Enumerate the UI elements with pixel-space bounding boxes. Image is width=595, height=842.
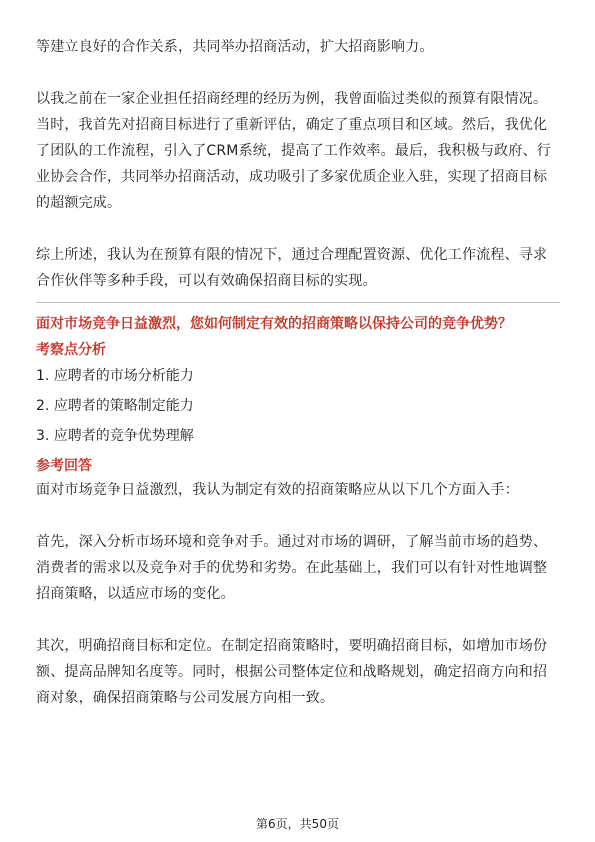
analysis-title: 考察点分析	[36, 342, 106, 358]
answer-intro: 面对市场竞争日益激烈，我认为制定有效的招商策略应从以下几个方面入手：	[36, 482, 519, 498]
document-page	[36, 0, 560, 711]
page-number-footer: 第6页，共50页	[256, 817, 339, 831]
paragraph-experience: 以我之前在一家企业担任招商经理的经历为例，我曾面临过类似的预算有限情况。当时，我首先对招商目标进行了重新评估，确定了重点项目和区域。然后，我优化了团队的工作流程，引入了CRM系统，提高了工作效率。最后，我积极与政府、行业协会合作，共同举办招商活动，成功吸引了多家优质企业入驻，实现了招商目标的超额完成。	[36, 91, 551, 211]
answer-paragraph-2: 其次，明确招商目标和定位。在制定招商策略时，要明确招商目标，如增加市场份额、提高品牌知名度等。同时，根据公司整体定位和战略规划，确定招商方向和招商对象，确保招商策略与公司发展方向相一致。	[36, 638, 548, 706]
answer-paragraph-1: 首先，深入分析市场环境和竞争对手。通过对市场的调研，了解当前市场的趋势、消费者的需求以及竞争对手的优势和劣势。在此基础上，我们可以有针对性地调整招商策略，以适应市场的变化。	[36, 534, 548, 602]
list-item: 1. 应聘者的市场分析能力	[36, 368, 194, 384]
analysis-list	[36, 361, 560, 451]
section-divider	[36, 302, 560, 303]
question-heading: 面对市场竞争日益激烈，您如何制定有效的招商策略以保持公司的竞争优势？	[36, 316, 512, 332]
paragraph-continuation: 等建立良好的合作关系，共同举办招商活动，扩大招商影响力。	[36, 39, 434, 55]
paragraph-summary: 综上所述，我认为在预算有限的情况下，通过合理配置资源、优化工作流程、寻求合作伙伴等多种手段，可以有效确保招商目标的实现。	[36, 247, 548, 289]
answer-title: 参考回答	[36, 458, 92, 474]
list-item: 2. 应聘者的策略制定能力	[36, 398, 194, 414]
list-item: 3. 应聘者的竞争优势理解	[36, 428, 194, 444]
